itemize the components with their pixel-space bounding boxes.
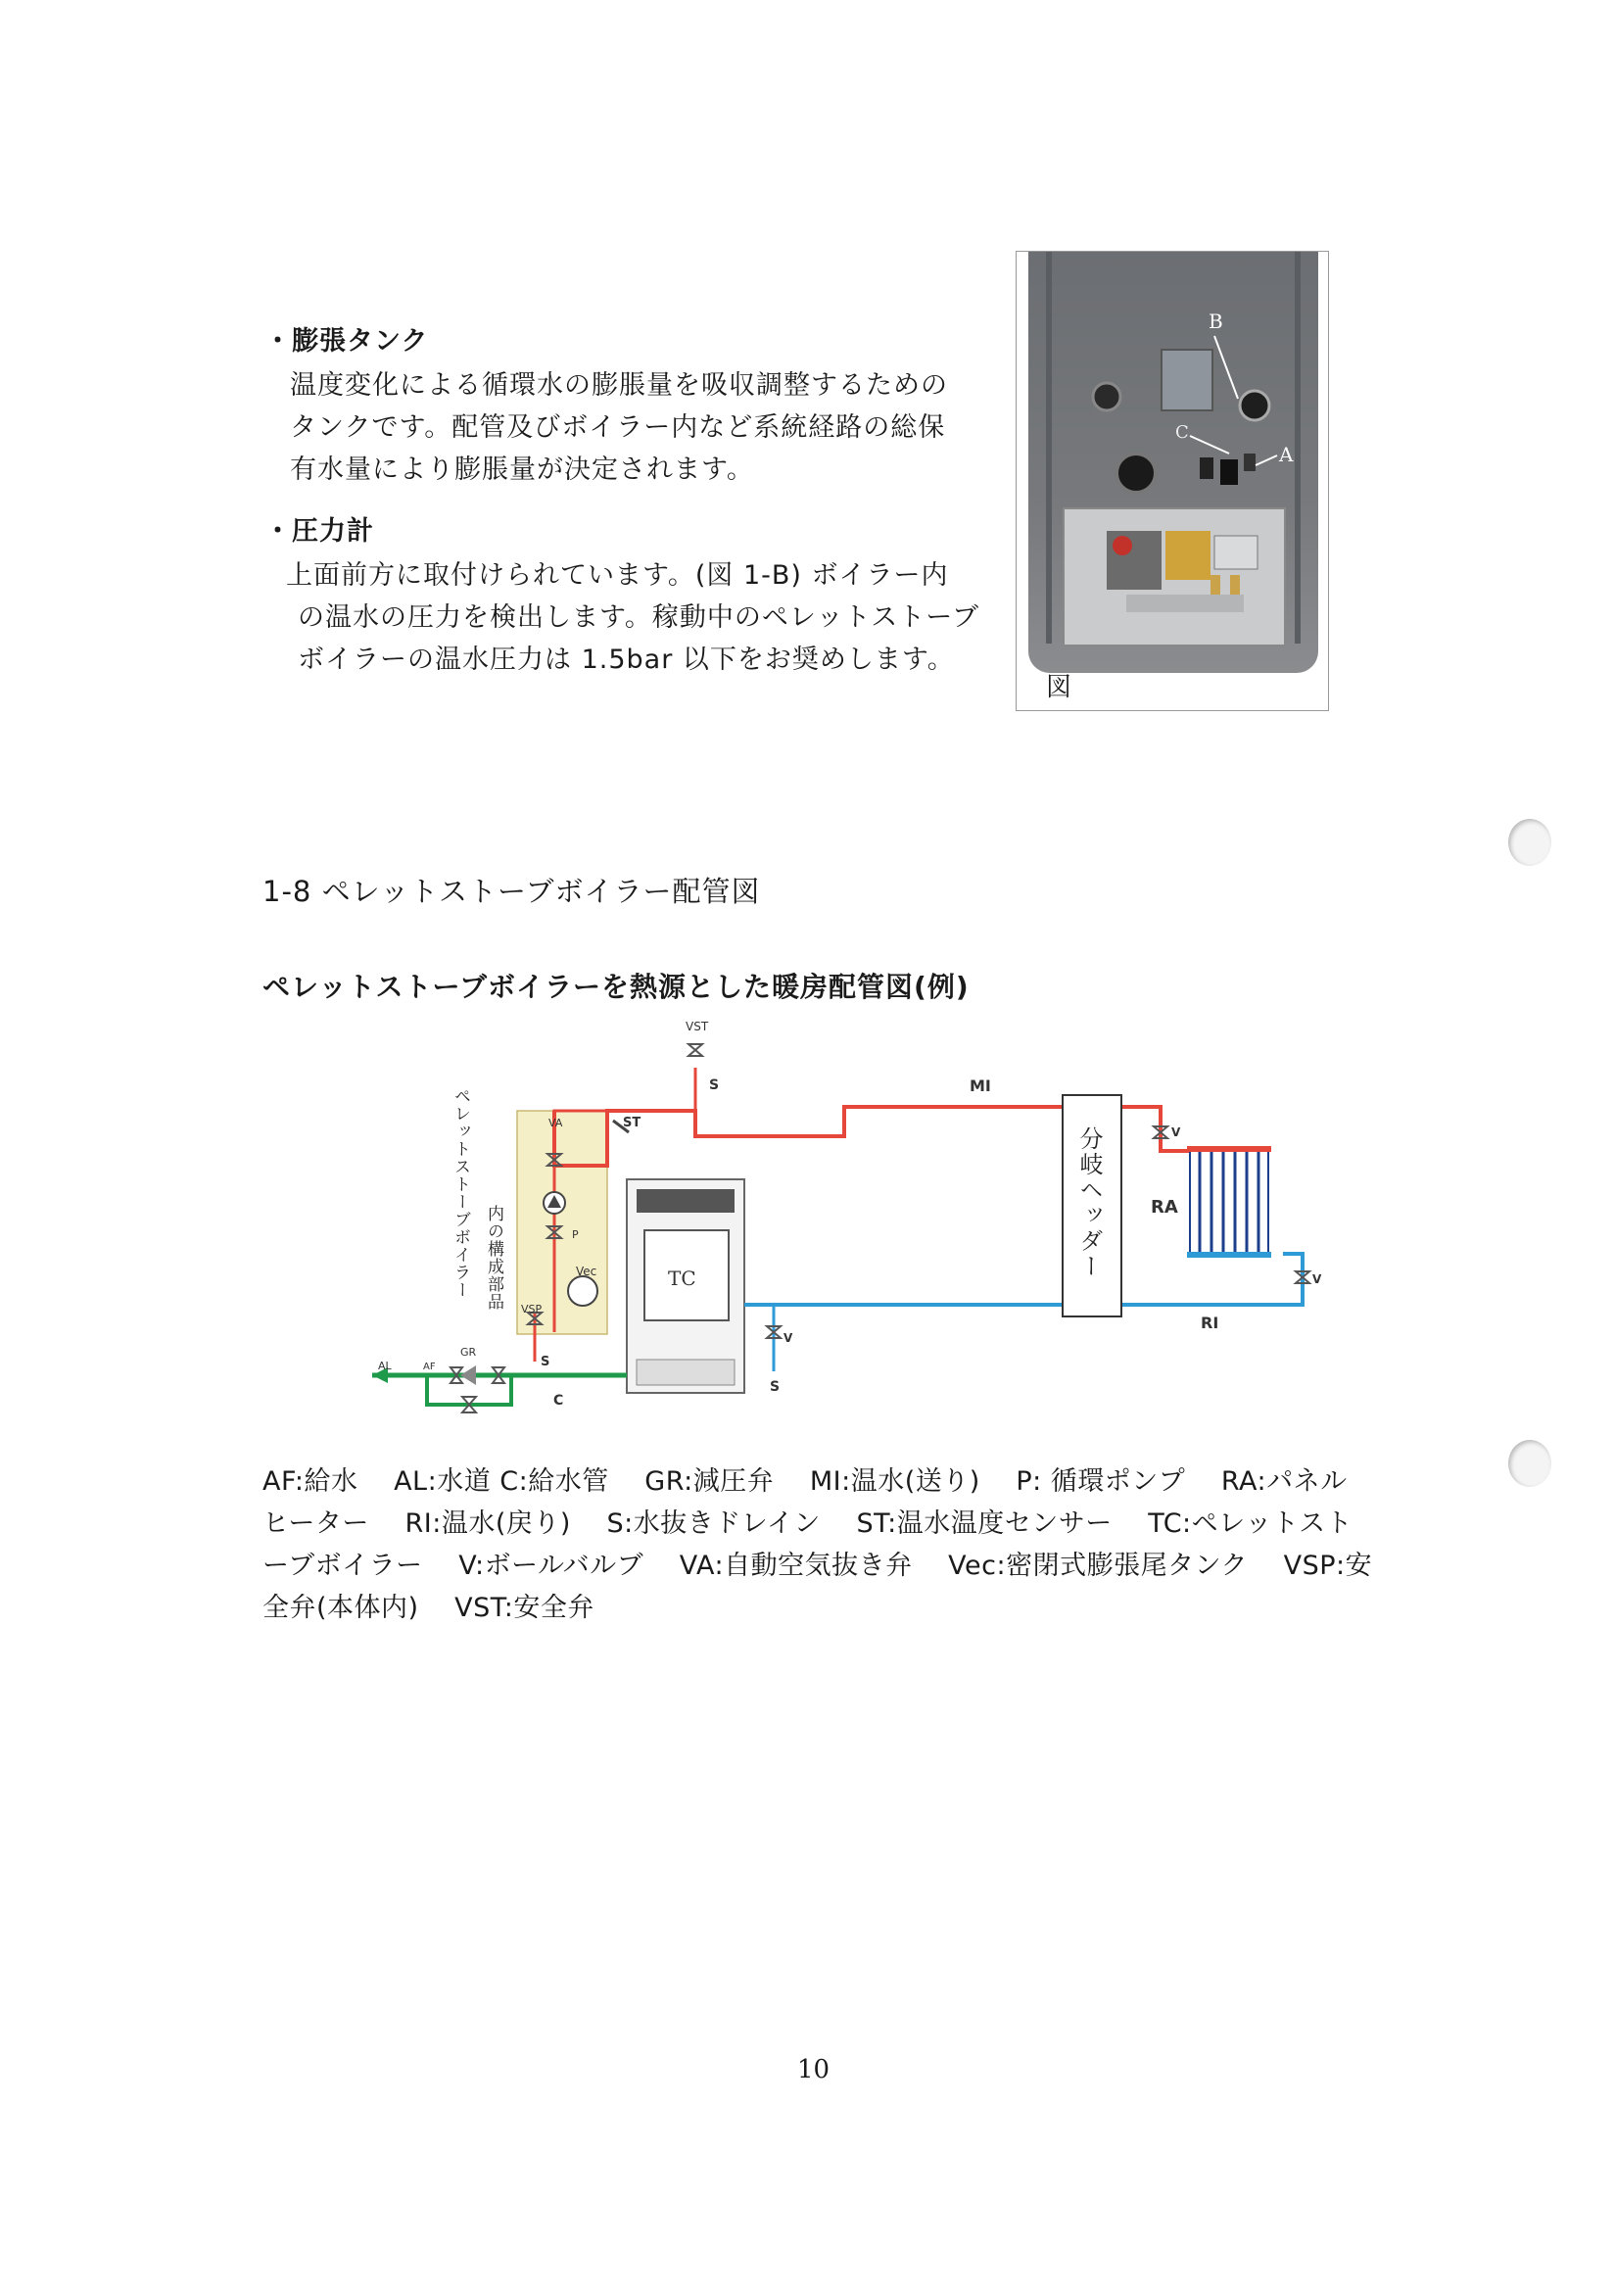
legend-line-4: 全弁(本体内) VST:安全弁	[262, 1593, 594, 1623]
af-label: AF	[423, 1362, 436, 1372]
stove-parts-vertical-label-2: 内の構成部品	[484, 1205, 503, 1311]
ra-label: RA	[1151, 1197, 1178, 1218]
pressure-gauge-line-2: の温水の圧力を検出します。稼動中のペレットストーブ	[298, 602, 979, 633]
mi-label: MI	[970, 1076, 991, 1095]
pump-label: P	[572, 1228, 579, 1241]
legend-line-1: AF:給水 AL:水道 C:給水管 GR:減圧弁 MI:温水(送り) P: 循環ポンプ RA:パネル	[262, 1466, 1348, 1497]
ri-label: RI	[1201, 1314, 1219, 1332]
vec-label: Vec	[576, 1265, 597, 1278]
s-label-top: S	[709, 1077, 720, 1093]
legend	[262, 1459, 1372, 1624]
s-label-left: S	[541, 1355, 550, 1369]
expansion-tank-line-1: 温度変化による循環水の膨脹量を吸収調整するための	[290, 370, 948, 401]
s-label-drain: S	[770, 1379, 781, 1395]
va-label: VA	[548, 1117, 563, 1129]
gr-label: GR	[460, 1346, 477, 1359]
v-label-radiator: V	[1312, 1272, 1322, 1286]
stove-parts-vertical-label-1: ペレットストーブボイラー	[451, 1087, 470, 1299]
diagram-subheading: ペレットストーブボイラーを熱源とした暖房配管図(例)	[262, 971, 970, 1003]
st-label: ST	[623, 1116, 641, 1130]
expansion-tank-title: ・膨張タンク	[264, 326, 429, 357]
expansion-tank-line-2: タンクです。配管及びボイラー内など系統経路の総保	[290, 412, 946, 443]
v-label-drain: V	[783, 1331, 793, 1345]
tc-label: TC	[668, 1267, 696, 1290]
vsp-label: VSP	[521, 1303, 543, 1315]
al-label: AL	[378, 1360, 392, 1372]
legend-line-2: ヒーター RI:温水(戻り) S:水抜きドレイン ST:温水温度センサー TC:ペレットスト	[262, 1508, 1353, 1539]
v-label-header: V	[1171, 1125, 1181, 1139]
expansion-tank-line-3: 有水量により膨脹量が決定されます。	[290, 454, 754, 485]
c-label: C	[553, 1393, 564, 1409]
pressure-gauge-line-3: ボイラーの温水圧力は 1.5bar 以下をお奨めします。	[298, 645, 955, 675]
section-heading: 1-8 ペレットストーブボイラー配管図	[262, 875, 761, 908]
photo-label-a: A	[1279, 443, 1294, 466]
legend-line-3: ーブボイラー V:ボールバルブ VA:自動空気抜き弁 Vec:密閉式膨張尾タンク VSP:安	[262, 1551, 1373, 1581]
photo-label-b: B	[1209, 310, 1223, 333]
vst-label: VST	[686, 1020, 709, 1033]
pressure-gauge-line-1: 上面前方に取付けられています。(図 1-B) ボイラー内	[286, 560, 949, 591]
photo-caption: 図	[1046, 673, 1072, 702]
photo-label-c: C	[1175, 422, 1189, 443]
panel-radiator	[1187, 1146, 1271, 1258]
header-vertical-label: 分岐ヘッダー	[1075, 1126, 1103, 1279]
pressure-gauge-title: ・圧力計	[264, 516, 374, 547]
page-number: 10	[797, 2055, 831, 2084]
